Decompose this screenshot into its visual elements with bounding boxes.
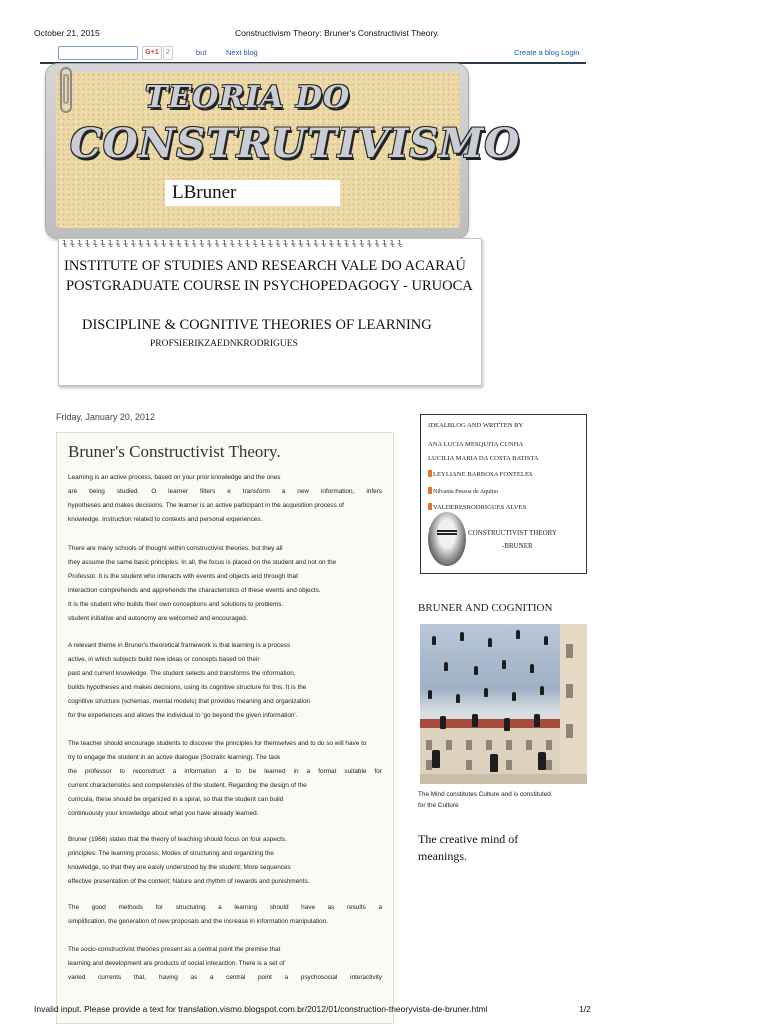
- post-line: Bruner (1966) states that the theory of teaching should focus on four aspects.: [68, 836, 287, 843]
- authors-heading: IDEALBLOG AND WRITTEN BY: [428, 422, 524, 429]
- portrait-caption-line1: CONSTRUCTIVIST THEORY: [468, 529, 558, 537]
- glasses-icon: [437, 530, 457, 535]
- bruner-portrait: [428, 512, 466, 566]
- institute-line4: PROFSIERIKZAEDNKRODRIGUES: [150, 339, 298, 349]
- post-line: The socio-constructivist theories present as a central point the premise that: [68, 946, 281, 953]
- author-item: Nilvania Pessoa de Aquino: [433, 489, 498, 495]
- post-line: The teacher should encourage students to discover the principles for themselves and to do so will have to: [68, 740, 367, 747]
- post-line: learning and development are products of social interaction. There is a set of: [68, 960, 285, 967]
- post-line: current characteristics and competencies of the student. Regarding the design of the: [68, 782, 307, 789]
- post-line: active, in which subjects build new ideas or concepts based on their: [68, 656, 260, 663]
- post-line: principles: The learning process; Modes of structuring and organizing the: [68, 850, 274, 857]
- banner-title-line2: CONSTRUTIVISMO: [70, 120, 521, 167]
- banner-name: LBruner: [172, 182, 237, 203]
- next-blog-link[interactable]: Next blog: [226, 48, 258, 57]
- post-line: builds hypotheses and makes decisions, using its cognitive structure for this. It is the: [68, 684, 307, 691]
- creative-mind-line2: meanings.: [418, 849, 467, 863]
- institute-line3: DISCIPLINE & COGNITIVE THEORIES OF LEARNING: [82, 317, 432, 333]
- print-footer-url: Invalid input. Please provide a text for translation.vismo.blogspot.com.br/2012/01/construction-theoryvista-de-bruner.html: [34, 1004, 488, 1014]
- post-line: the professor to reconstruct a information a to be learned in a format suitable for: [68, 768, 382, 775]
- paperclip-inner-icon: [63, 74, 69, 104]
- post-line: simplification, the generation of new proposals and the increase in information manipulation.: [68, 918, 329, 925]
- gplus-count: 2: [163, 46, 173, 60]
- post-line: try to engage the student in an active dialogue (Socratic learning). The task: [68, 754, 281, 761]
- post-line: continuously your knowledge about what you have already learned.: [68, 810, 259, 817]
- author-item: ANA LUCIA MESQUITA CUNHA: [428, 441, 524, 448]
- print-date: October 21, 2015: [34, 28, 100, 38]
- print-page-title: Constructivism Theory: Bruner's Constructivist Theory.: [235, 28, 440, 38]
- author-item-row: [428, 470, 533, 478]
- post-line: Learning is an active process, based on your prior knowledge and the ones: [68, 474, 281, 481]
- post-line: they assume the same basic principles. In all, the focus is placed on the student and not on the: [68, 559, 337, 566]
- painting-caption-line1: The Mind constitutes Culture and is constituted.: [418, 791, 553, 798]
- post-title[interactable]: Bruner's Constructivist Theory.: [68, 442, 281, 461]
- banner-title-line1: TEORIA DO: [145, 80, 351, 115]
- gplus-button[interactable]: G+1: [142, 46, 162, 60]
- post-line: effective presentation of the content; Nature and rhythm of rewards and punishments.: [68, 878, 310, 885]
- institute-line2: POSTGRADUATE COURSE IN PSYCHOPEDAGOGY - URUOCA: [66, 278, 473, 294]
- creative-mind-line1: The creative mind of: [418, 832, 519, 846]
- author-item: LUCILIA MARIA DA COSTA BATISTA: [428, 455, 539, 462]
- post-line: cognitive structure (schemas, mental models) that provides meaning and organization: [68, 698, 311, 705]
- post-line: for the experiences and allows the individual to 'go beyond the given information'.: [68, 712, 298, 719]
- bruner-cognition-heading: BRUNER AND COGNITION: [418, 602, 553, 614]
- golconda-painting[interactable]: [420, 624, 587, 784]
- post-line: student initiative and autonomy are welcomed and encouraged.: [68, 615, 248, 622]
- post-line: A relevant theme in Bruner's theoretical framework is that learning is a process: [68, 642, 291, 649]
- post-line: There are many schools of thought within constructivist theories, but they all: [68, 545, 283, 552]
- spiral-binding: ɫɫɫɫɫɫɫɫɫɫɫɫɫɫɫɫɫɫɫɫɫɫɫɫɫɫɫɫɫɫɫɫɫɫɫɫɫɫɫɫɫɫɫɫɫ: [62, 240, 405, 250]
- author-item: VALDERESRODRIGUES ALVES: [433, 504, 527, 511]
- painting-caption-line2: for the Culture: [418, 802, 459, 809]
- post-line: The good methods for structuring a learning should have as results a: [68, 904, 382, 911]
- post-line: Professor. It is the student who interacts with events and objects and through that: [68, 573, 298, 580]
- post-line: hypotheses and makes decisions. The learner is an active participant in the acquisition process of: [68, 502, 344, 509]
- author-item-row: [428, 503, 526, 511]
- post-line: It is the student who builds their own conceptions and solutions to problems.: [68, 601, 284, 608]
- post-line: knowledge, so that they are easily understood by the student; More sequences: [68, 864, 291, 871]
- post-date: Friday, January 20, 2012: [56, 412, 155, 422]
- bullet-icon: [428, 503, 432, 510]
- banner-name-box: [165, 180, 340, 206]
- post-line: varied currents that, having as a central point a psychosocial interactivity: [68, 974, 382, 981]
- bullet-icon: [428, 487, 432, 494]
- post-line: knowledge. Instruction related to contexts and personal experiences.: [68, 516, 263, 523]
- print-page-number: 1/2: [579, 1004, 591, 1014]
- institute-line1: INSTITUTE OF STUDIES AND RESEARCH VALE DO ACARAÚ: [64, 258, 466, 274]
- bullet-icon: [428, 470, 432, 477]
- post-line: past and current knowledge. The student selects and transforms the information,: [68, 670, 296, 677]
- author-item-row: [428, 487, 498, 495]
- post-line: are being studied. O learner filters e transform a new information, infers: [68, 488, 382, 495]
- search-input[interactable]: [58, 46, 138, 60]
- post-line: interaction comprehends and apprehends the characteristics of these events and objects.: [68, 587, 321, 594]
- portrait-caption-line2: -BRUNER: [502, 542, 533, 550]
- author-item: LEYLIANE BARBOSA FONTELES: [433, 471, 533, 478]
- but-link[interactable]: but: [196, 48, 207, 57]
- post-line: curricula, these should be organized in a spiral, so that the student can build: [68, 796, 284, 803]
- create-blog-login-link[interactable]: Create a blog Login: [514, 48, 580, 57]
